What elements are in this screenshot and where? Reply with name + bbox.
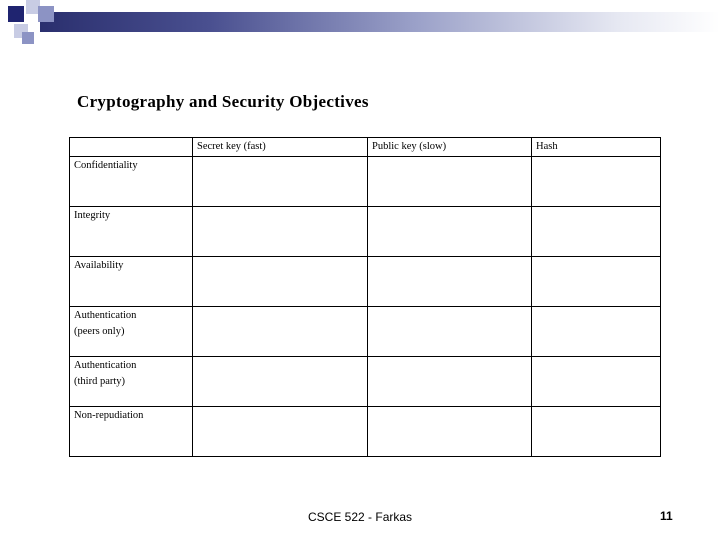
table-row bbox=[70, 257, 661, 307]
slide-title: Cryptography and Security Objectives bbox=[77, 92, 369, 111]
table-row bbox=[70, 207, 661, 257]
cell-hash bbox=[532, 307, 661, 357]
header-cell-public-key: Public key (slow) bbox=[368, 138, 532, 157]
cell-secret-key bbox=[193, 157, 368, 207]
objectives-table bbox=[69, 137, 661, 457]
cell-secret-key bbox=[193, 307, 368, 357]
row-label-integrity: Integrity bbox=[70, 207, 187, 257]
cell-public-key bbox=[368, 307, 532, 357]
slide-footer: CSCE 522 - Farkas bbox=[308, 510, 413, 524]
cell-public-key bbox=[368, 157, 532, 207]
header-gradient-band bbox=[40, 12, 720, 32]
header-cell-hash: Hash bbox=[532, 138, 661, 157]
row-label-authentication-peers: Authentication (peers only) bbox=[70, 307, 187, 357]
header-cell-empty bbox=[70, 138, 193, 157]
row-label-non-repudiation: Non-repudiation bbox=[70, 407, 187, 457]
table-row bbox=[70, 407, 661, 457]
cell-secret-key bbox=[193, 207, 368, 257]
cell-hash bbox=[532, 157, 661, 207]
cell-secret-key bbox=[193, 407, 368, 457]
cell-public-key bbox=[368, 357, 532, 407]
decor-square-mid-2 bbox=[22, 32, 34, 44]
row-label-availability: Availability bbox=[70, 257, 187, 307]
cell-public-key bbox=[368, 207, 532, 257]
cell-public-key bbox=[368, 407, 532, 457]
cell-secret-key bbox=[193, 357, 368, 407]
cell-hash bbox=[532, 257, 661, 307]
cell-hash bbox=[532, 207, 661, 257]
cell-hash bbox=[532, 407, 661, 457]
table-header-row bbox=[70, 138, 661, 157]
row-label-confidentiality: Confidentiality bbox=[70, 157, 187, 207]
decor-square-mid bbox=[38, 6, 54, 22]
table-row bbox=[70, 357, 661, 407]
decor-square-dark bbox=[8, 6, 24, 22]
row-label-authentication-third-party: Authentication (third party) bbox=[70, 357, 187, 407]
header-cell-secret-key: Secret key (fast) bbox=[193, 138, 368, 157]
page-number: 11 bbox=[660, 509, 673, 523]
cell-public-key bbox=[368, 257, 532, 307]
cell-hash bbox=[532, 357, 661, 407]
table-row bbox=[70, 157, 661, 207]
table-row bbox=[70, 307, 661, 357]
cell-secret-key bbox=[193, 257, 368, 307]
